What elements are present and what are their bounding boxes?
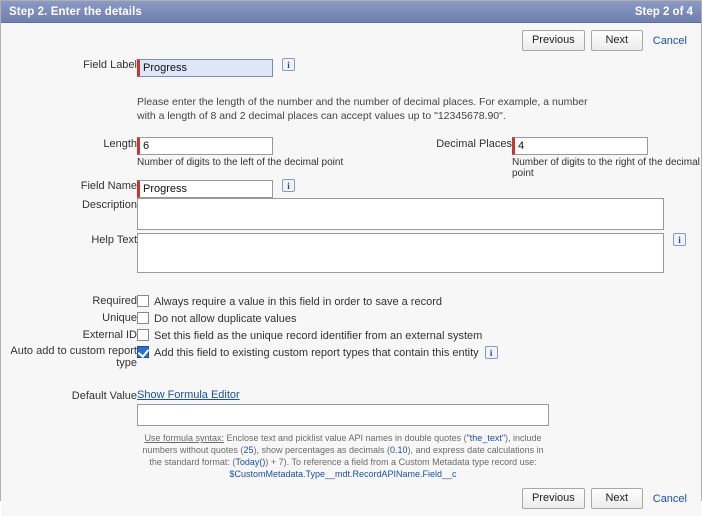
help-text-cell	[137, 233, 701, 276]
row-field-label	[1, 58, 701, 77]
cancel-link-top[interactable]: Cancel	[652, 34, 687, 47]
decimal-places-cell	[512, 137, 701, 179]
default-value-cell	[137, 389, 701, 480]
bottom-button-row	[1, 480, 701, 516]
row-external-id	[1, 328, 701, 345]
length-hint: Number of digits to the left of the decimal point	[137, 157, 344, 168]
window-titlebar	[1, 1, 701, 23]
decimal-places-label: Decimal Places	[436, 138, 512, 150]
info-icon-field-name[interactable]: i	[282, 179, 295, 192]
length-input[interactable]	[137, 137, 273, 155]
row-auto-add-report	[1, 345, 701, 369]
detail-form-table	[1, 58, 701, 480]
next-button-top[interactable]: Next	[591, 30, 643, 51]
row-description	[1, 198, 701, 233]
field-label-label: Field Label	[83, 59, 137, 71]
external-id-checkbox-label[interactable]: Set this field as the unique record identifier from an external system	[154, 330, 483, 342]
formula-syntax-example-5: $CustomMetadata.Type__mdt.RecordAPIName.Field__c	[229, 469, 457, 479]
row-unique	[1, 311, 701, 328]
external-id-label: External ID	[82, 329, 137, 341]
auto-add-report-checkbox[interactable]	[137, 346, 149, 358]
row-spacer-4	[1, 369, 701, 389]
empty-label-note	[1, 95, 137, 123]
spacer-cell-3	[1, 276, 701, 294]
field-name-cell	[137, 179, 701, 198]
step-counter: Step 2 of 4	[634, 5, 693, 18]
row-spacer-1	[1, 77, 701, 95]
auto-add-report-checkbox-label[interactable]: Add this field to existing custom report types that contain this entity	[154, 347, 479, 359]
row-spacer-3	[1, 276, 701, 294]
formula-syntax-example-2: 25	[243, 445, 254, 455]
spacer-cell-4	[1, 369, 701, 389]
field-name-input[interactable]	[137, 180, 273, 198]
info-icon-auto-add-report[interactable]: i	[485, 346, 498, 359]
required-label: Required	[92, 295, 137, 307]
auto-add-report-label: Auto add to custom report type	[10, 345, 137, 369]
auto-add-report-checkbox-line[interactable]	[137, 345, 701, 362]
spacer-cell-2	[1, 123, 701, 137]
row-field-name	[1, 179, 701, 198]
description-cell	[137, 198, 701, 233]
formula-syntax-prefix: Use formula syntax:	[144, 433, 224, 443]
formula-syntax-body-1: Enclose text and picklist value API names in double quotes (	[223, 433, 467, 443]
formula-syntax-example-3: 0.10	[390, 445, 408, 455]
length-cell	[137, 137, 392, 179]
page-title: Step 2. Enter the details	[9, 5, 142, 18]
formula-syntax-body-5: ) + 7). To reference a field from a Custom Metadata type record use:	[265, 457, 537, 467]
previous-button-bottom[interactable]: Previous	[522, 488, 585, 509]
formula-syntax-body-3: ), show percentages as decimals (	[253, 445, 391, 455]
default-value-textarea[interactable]	[137, 404, 549, 426]
row-description-note	[1, 95, 701, 123]
decimal-places-input[interactable]	[512, 137, 648, 155]
show-formula-editor-link[interactable]: Show Formula Editor	[137, 389, 240, 401]
next-button-bottom[interactable]: Next	[591, 488, 643, 509]
required-checkbox-line[interactable]	[137, 294, 701, 311]
required-checkbox-label[interactable]: Always require a value in this field in order to save a record	[154, 296, 442, 308]
required-cell	[137, 294, 701, 311]
formula-syntax-example-4: Today()	[235, 457, 266, 467]
row-spacer-2	[1, 123, 701, 137]
help-text-textarea[interactable]	[137, 233, 664, 273]
auto-add-report-cell	[137, 345, 701, 369]
row-length-decimal	[1, 137, 701, 179]
row-help-text	[1, 233, 701, 276]
help-text-label: Help Text	[91, 234, 137, 246]
info-icon-help-text[interactable]: i	[673, 233, 686, 246]
unique-cell	[137, 311, 701, 328]
row-required	[1, 294, 701, 311]
formula-syntax-body-2: ), include numbers without quotes (	[142, 433, 542, 455]
external-id-cell	[137, 328, 701, 345]
description-textarea[interactable]	[137, 198, 664, 230]
top-button-row	[1, 23, 701, 58]
decimal-places-hint: Number of digits to the right of the decimal point	[512, 157, 700, 179]
row-default-value	[1, 389, 701, 480]
unique-checkbox-label[interactable]: Do not allow duplicate values	[154, 313, 297, 325]
form-body	[1, 58, 701, 480]
unique-label: Unique	[102, 312, 137, 324]
previous-button-top[interactable]: Previous	[522, 30, 585, 51]
unique-checkbox[interactable]	[137, 312, 149, 324]
required-checkbox[interactable]	[137, 295, 149, 307]
description-note-cell	[137, 95, 701, 123]
unique-checkbox-line[interactable]	[137, 311, 701, 328]
spacer-cell-1	[1, 77, 701, 95]
field-label-cell	[137, 58, 701, 77]
field-name-label: Field Name	[80, 180, 137, 192]
external-id-checkbox[interactable]	[137, 329, 149, 341]
description-label: Description	[81, 199, 137, 211]
external-id-checkbox-line[interactable]	[137, 328, 701, 345]
info-icon-field-label[interactable]: i	[282, 58, 295, 71]
default-value-label: Default Value	[71, 390, 137, 402]
formula-syntax-example-1: "the_text"	[466, 433, 506, 443]
field-label-input[interactable]	[137, 59, 273, 77]
formula-syntax-help	[137, 429, 549, 480]
number-length-note: Please enter the length of the number and the number of decimal places. For example, a number with a length of 8 and 2 decimal places can accept values up to "12345678.90".	[137, 96, 588, 122]
cancel-link-bottom[interactable]: Cancel	[652, 492, 687, 505]
formula-syntax-body-4: ), and express date calculations in the standard format: (	[149, 445, 544, 467]
length-label: Length	[103, 138, 137, 150]
